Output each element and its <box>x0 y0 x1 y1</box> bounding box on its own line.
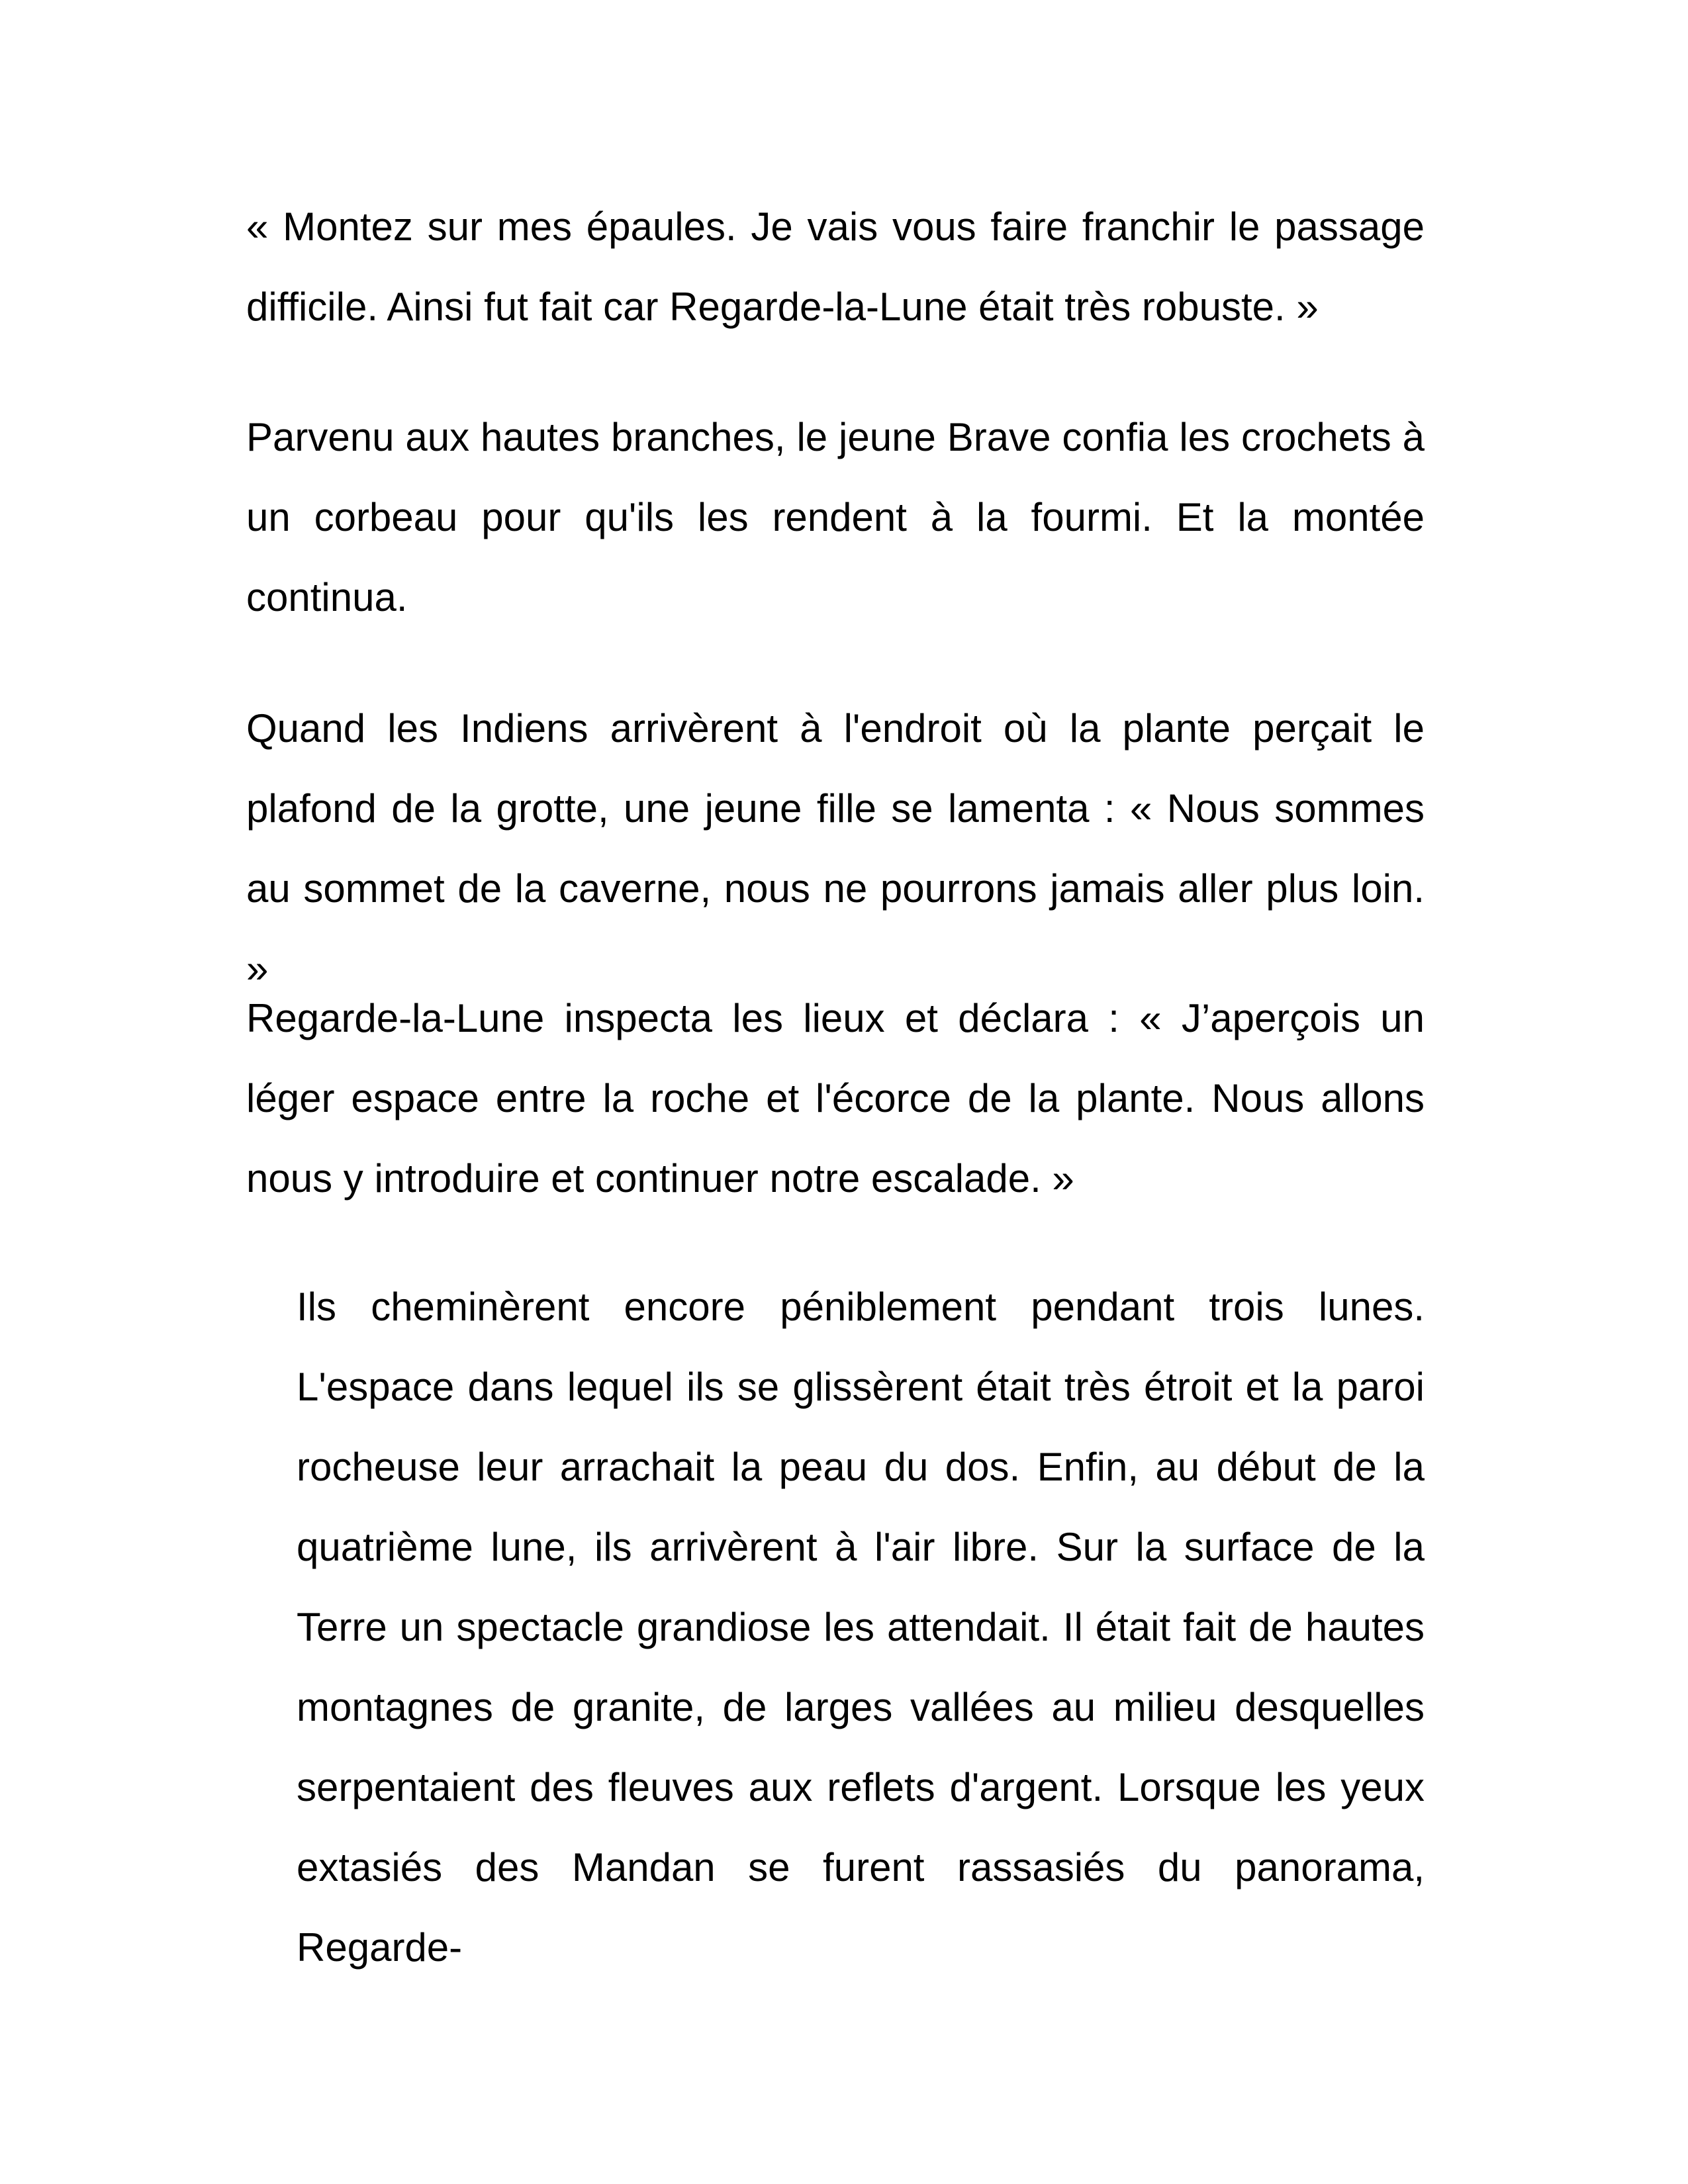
paragraph-2: Parvenu aux hautes branches, le jeune Brave confia les crochets à un corbeau pour qu'ils les rendent à la fourmi. Et la montée continua. <box>246 415 1425 619</box>
paragraph-1: « Montez sur mes épaules. Je vais vous faire franchir le passage difficile. Ainsi fut fait car Regarde-la-Lune était très robuste. » <box>246 205 1425 329</box>
paragraph-5-indented: Ils cheminèrent encore péniblement pendant trois lunes. L'espace dans lequel ils se glissèrent était très étroit et la paroi rocheuse leur arrachait la peau du dos. Enfin, au début de la quatrième lune, ils arrivèrent à l'air libre. Sur la surface de la Terre un spectacle grandiose les attendait. Il était fait de hautes montagnes de granite, de larges vallées au milieu desquelles serpentaient des fleuves aux reflets d'argent. Lorsque les yeux extasiés des Mandan se furent rassasiés du panorama, Regarde- <box>297 1285 1425 1970</box>
paragraph-4: Regarde-la-Lune inspecta les lieux et déclara : « J’aperçois un léger espace entre la roche et l'écorce de la plante. Nous allons nous y introduire et continuer notre escalade. » <box>246 996 1425 1201</box>
paragraph-3: Quand les Indiens arrivèrent à l'endroit où la plante perçait le plafond de la grotte, une jeune fille se lamenta : « Nous sommes au sommet de la caverne, nous ne pourrons jamais aller plus loin. » <box>246 706 1425 991</box>
